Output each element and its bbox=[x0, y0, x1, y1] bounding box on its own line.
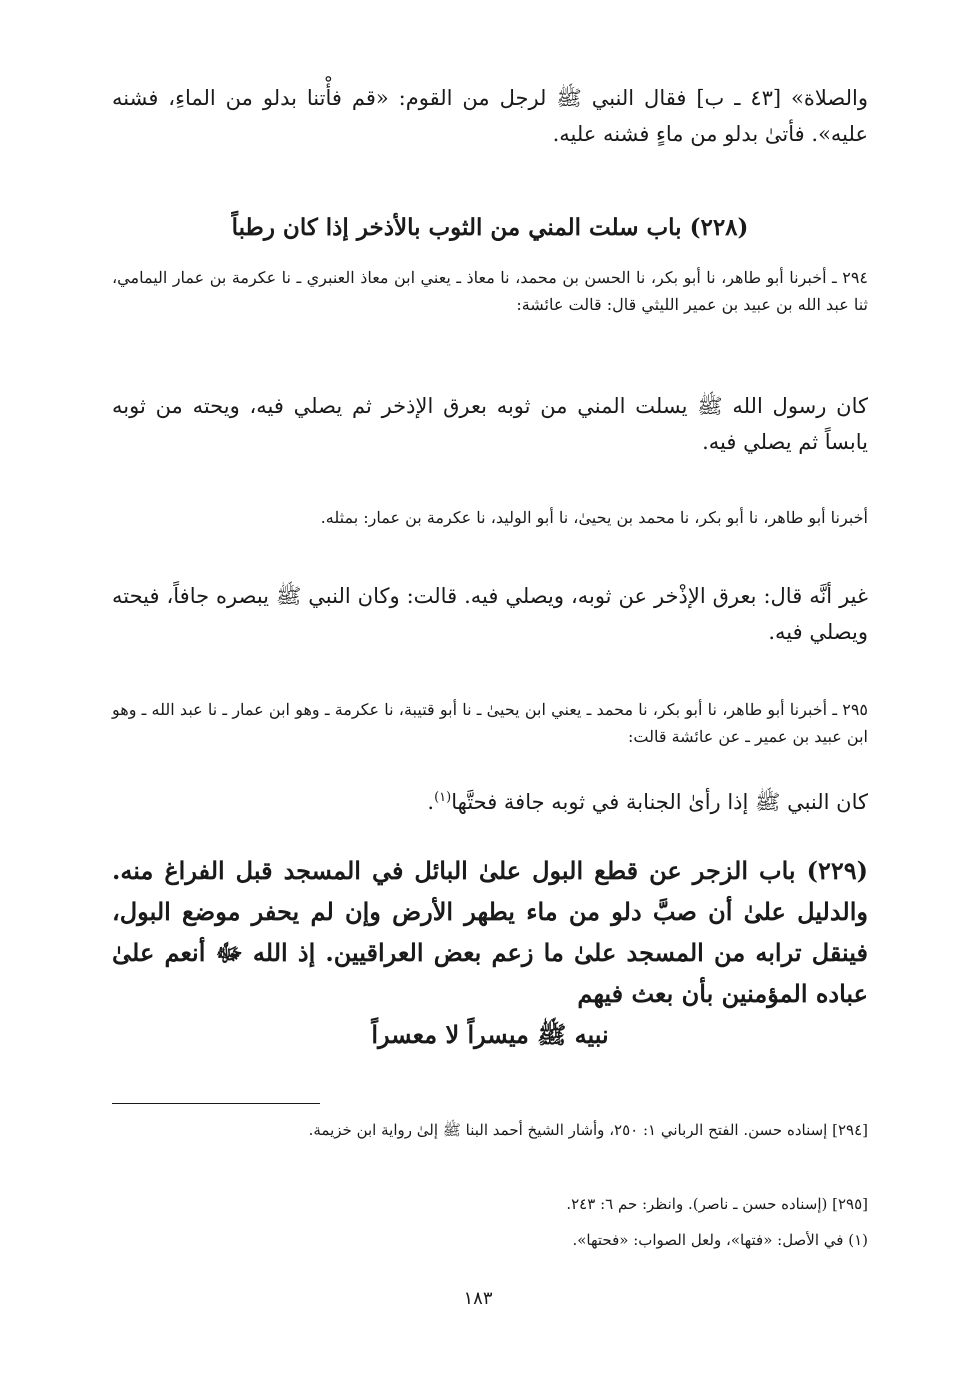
page-number: ١٨٣ bbox=[463, 1288, 493, 1309]
footnote-1: (١) في الأصل: «فتها»، ولعل الصواب: «فحتها». bbox=[572, 1231, 868, 1249]
footnote-separator bbox=[112, 1103, 320, 1104]
footnote-ref-1[interactable]: (١) bbox=[434, 790, 452, 805]
chapter-228-heading: (٢٢٨) باب سلت المني من الثوب بالأذخر إذا كان رطباً bbox=[231, 214, 749, 241]
chapter-229-title: (٢٢٩) باب الزجر عن قطع البول علىٰ البائل في المسجد قبل الفراغ منه. والدليل علىٰ أن صبَّ دلو من ماء يطهر الأرض وإن لم يحفر موضع البول، فينقل ترابه من المسجد علىٰ ما زعم بعض العراقيين. إذ الله ﷻ أنعم علىٰ عباده المؤمنين بأن بعث فيهم bbox=[112, 856, 868, 1008]
footnote-294: [٢٩٤] إسناده حسن. الفتح الرباني ١: ٢٥٠، وأشار الشيخ أحمد البنا ﷺ إلىٰ رواية ابن خزيمة. bbox=[308, 1121, 868, 1139]
footnote-295: [٢٩٥] (إسناده حسن ـ ناصر). وانظر: حم ٦: ٢٤٣. bbox=[566, 1195, 868, 1213]
hadith-295-matn: كان النبي ﷺ إذا رأىٰ الجنابة في ثوبه جافة فحتَّها bbox=[451, 790, 868, 814]
hadith-295-matn-line bbox=[112, 780, 868, 820]
hadith-294b-isnad: أخبرنا أبو طاهر، نا أبو بكر، نا محمد بن يحيىٰ، نا أبو الوليد، نا عكرمة بن عمار: بمثله. bbox=[320, 508, 868, 527]
hadith-295-isnad: ٢٩٥ ـ أخبرنا أبو طاهر، نا أبو بكر، نا محمد ـ يعني ابن يحيىٰ ـ نا أبو قتيبة، نا عكرمة ـ وهو ابن عمار ـ نا عبد الله ـ وهو ابن عبيد بن عمير ـ عن عائشة قالت: bbox=[112, 700, 868, 746]
chapter-229-heading bbox=[112, 850, 868, 1055]
hadith-295-matn-end: . bbox=[427, 790, 435, 814]
top-paragraph: والصلاة» [٤٣ ـ ب] فقال النبي ﷺ لرجل من القوم: «قم فأْتنا بدلو من الماءِ، فشنه عليه». فأتىٰ بدلو من ماءٍ فشنه عليه. bbox=[112, 86, 868, 146]
hadith-294-matn: كان رسول الله ﷺ يسلت المني من ثوبه بعرق الإذخر ثم يصلي فيه، ويحته من ثوبه يابساً ثم يصلي فيه. bbox=[112, 394, 868, 454]
hadith-294b-matn: غير أنَّه قال: بعرق الإذْخر عن ثوبه، ويصلي فيه. قالت: وكان النبي ﷺ يبصره جافاً، فيحته ويصلي فيه. bbox=[112, 584, 868, 644]
chapter-229-title-last: نبيه ﷺ ميسراً لا معسراً bbox=[371, 1020, 609, 1049]
hadith-294-isnad: ٢٩٤ ـ أخبرنا أبو طاهر، نا أبو بكر، نا الحسن بن محمد، نا معاذ ـ يعني ابن معاذ العنبري ـ نا عكرمة بن عمار اليمامي، ثنا عبد الله بن عبيد بن عمير الليثي قال: قالت عائشة: bbox=[112, 268, 868, 314]
